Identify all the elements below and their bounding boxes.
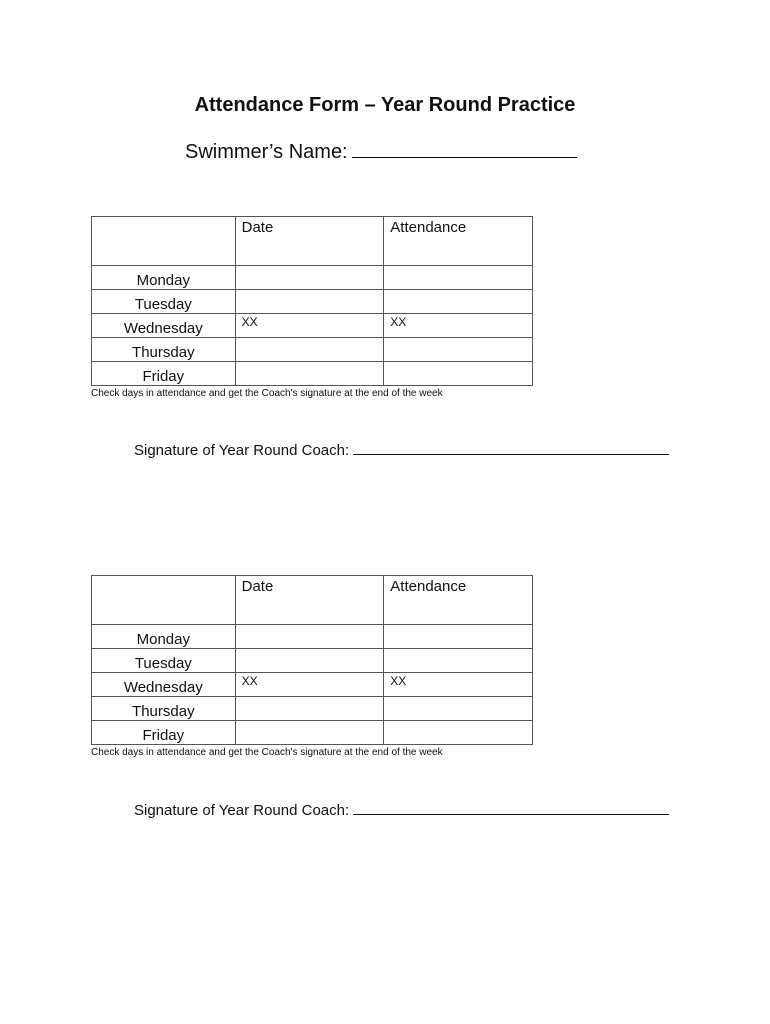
table-row xyxy=(92,697,533,721)
instruction-note: Check days in attendance and get the Coach's signature at the end of the week xyxy=(91,388,443,399)
table-row xyxy=(92,314,533,338)
signature-field[interactable] xyxy=(353,800,669,815)
table-row xyxy=(92,338,533,362)
date-cell[interactable] xyxy=(235,266,384,290)
date-cell[interactable] xyxy=(235,721,384,745)
attendance-cell[interactable] xyxy=(384,649,533,673)
attendance-cell[interactable] xyxy=(384,625,533,649)
table-header-attendance: Attendance xyxy=(384,217,533,266)
attendance-week-1 xyxy=(91,216,691,399)
coach-signature-row-2 xyxy=(134,800,669,819)
table-header-blank xyxy=(92,576,236,625)
date-cell[interactable] xyxy=(235,290,384,314)
swimmer-name-row xyxy=(185,137,577,164)
day-label: Friday xyxy=(92,721,236,745)
coach-signature-row-1 xyxy=(134,440,669,459)
date-cell[interactable]: XX xyxy=(235,673,384,697)
table-row xyxy=(92,721,533,745)
day-label: Wednesday xyxy=(92,673,236,697)
swimmer-name-label: Swimmer’s Name: xyxy=(185,141,348,163)
signature-label: Signature of Year Round Coach: xyxy=(134,802,350,819)
attendance-cell[interactable]: XX xyxy=(384,314,533,338)
attendance-cell[interactable] xyxy=(384,697,533,721)
table-header-blank xyxy=(92,217,236,266)
table-row xyxy=(92,673,533,697)
attendance-cell[interactable] xyxy=(384,266,533,290)
attendance-week-2 xyxy=(91,575,691,758)
attendance-cell[interactable] xyxy=(384,362,533,386)
attendance-table xyxy=(91,575,533,745)
day-label: Wednesday xyxy=(92,314,236,338)
date-cell[interactable] xyxy=(235,649,384,673)
attendance-cell[interactable] xyxy=(384,338,533,362)
table-row xyxy=(92,649,533,673)
date-cell[interactable] xyxy=(235,697,384,721)
table-header-date: Date xyxy=(235,576,384,625)
table-header-attendance: Attendance xyxy=(384,576,533,625)
day-label: Tuesday xyxy=(92,290,236,314)
attendance-cell[interactable] xyxy=(384,721,533,745)
table-header-row xyxy=(92,576,533,625)
attendance-cell[interactable]: XX xyxy=(384,673,533,697)
day-label: Thursday xyxy=(92,697,236,721)
table-row xyxy=(92,625,533,649)
day-label: Tuesday xyxy=(92,649,236,673)
table-row xyxy=(92,290,533,314)
swimmer-name-field[interactable] xyxy=(352,137,577,158)
signature-field[interactable] xyxy=(353,440,669,455)
day-label: Monday xyxy=(92,266,236,290)
instruction-note: Check days in attendance and get the Coach's signature at the end of the week xyxy=(91,747,443,758)
signature-label: Signature of Year Round Coach: xyxy=(134,442,350,459)
day-label: Thursday xyxy=(92,338,236,362)
page-title: Attendance Form – Year Round Practice xyxy=(194,94,576,116)
table-header-row xyxy=(92,217,533,266)
table-row xyxy=(92,362,533,386)
table-header-date: Date xyxy=(235,217,384,266)
day-label: Monday xyxy=(92,625,236,649)
date-cell[interactable] xyxy=(235,362,384,386)
attendance-table xyxy=(91,216,533,386)
attendance-cell[interactable] xyxy=(384,290,533,314)
table-row xyxy=(92,266,533,290)
day-label: Friday xyxy=(92,362,236,386)
date-cell[interactable] xyxy=(235,625,384,649)
date-cell[interactable]: XX xyxy=(235,314,384,338)
date-cell[interactable] xyxy=(235,338,384,362)
